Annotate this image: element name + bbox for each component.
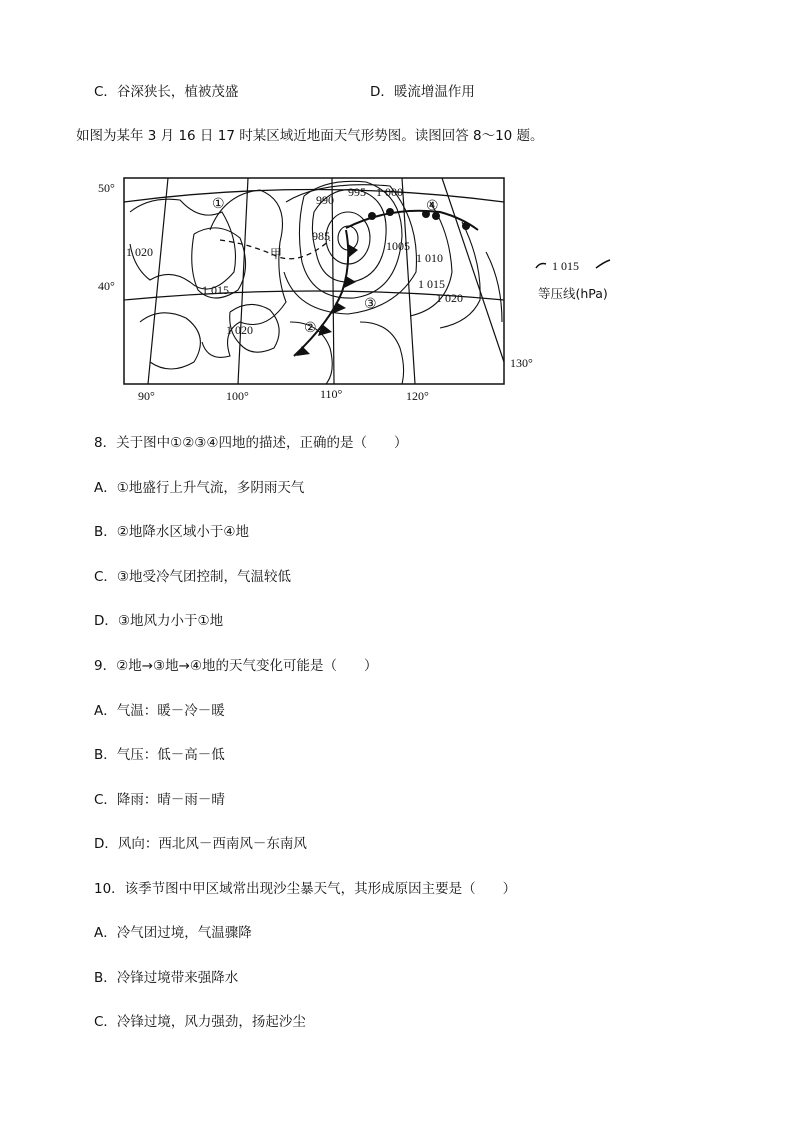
cold-front-mark-1 [348, 244, 358, 258]
place-label-jia: 甲 [270, 247, 283, 261]
weather-map [90, 172, 550, 404]
isobar-label-1005: 1005 [386, 239, 410, 253]
lon-line-120 [402, 178, 415, 384]
weather-map-svg [90, 172, 550, 404]
question-10-option-b: B．冷锋过境带来强降水 [94, 970, 239, 986]
warm-front-mark-1 [368, 212, 376, 220]
isobar-label-1020-e: 1 020 [436, 291, 463, 305]
lon-line-130 [442, 178, 504, 362]
warm-front-mark-2 [386, 208, 394, 216]
lon-label-120: 120° [406, 389, 429, 403]
question-8-option-a: A．①地盛行上升气流，多阴雨天气 [94, 480, 305, 496]
intro-text: 如图为某年 3 月 16 日 17 时某区域近地面天气形势图。读图回答 8～10 题。 [76, 128, 544, 144]
lon-label-130: 130° [510, 356, 533, 370]
question-8-option-b: B．②地降水区域小于④地 [94, 524, 249, 540]
place-label-4: ④ [426, 199, 439, 214]
isobar-label-1020-w: 1 020 [126, 245, 153, 259]
cold-front-line [294, 230, 348, 356]
isobar-label-1015-e: 1 015 [418, 277, 445, 291]
cold-front-mark-2 [344, 276, 356, 288]
place-label-1: ① [212, 197, 225, 212]
lon-line-110 [332, 178, 334, 384]
option-c-prev: C．谷深狭长，植被茂盛 [94, 84, 239, 100]
isobar-label-1015-w: 1 015 [202, 283, 229, 297]
cold-front-mark-4 [318, 324, 332, 336]
lat-label-50: 50° [98, 181, 115, 195]
option-d-prev: D．暖流增温作用 [370, 84, 475, 100]
question-9-stem: 9．②地→③地→④地的天气变化可能是（ ） [94, 658, 378, 674]
isobar-label-1000: 1 000 [376, 185, 403, 199]
map-frame [124, 178, 504, 384]
lon-label-90: 90° [138, 389, 155, 403]
question-10-stem: 10．该季节图中甲区域常出现沙尘暴天气，其形成原因主要是（ ） [94, 881, 517, 897]
lat-label-40: 40° [98, 279, 115, 293]
question-8-option-d: D．③地风力小于①地 [94, 613, 224, 629]
question-8-option-c: C．③地受冷气团控制，气温较低 [94, 569, 292, 585]
lon-label-110: 110° [320, 387, 343, 401]
lon-label-100: 100° [226, 389, 249, 403]
isobar-label-990: 990 [316, 193, 334, 207]
isobar-label-1010: 1 010 [416, 251, 443, 265]
isobar-label-985: 985 [312, 229, 330, 243]
cold-front-mark-3 [332, 302, 346, 314]
legend-value: 1 015 [552, 259, 579, 273]
question-10-option-c: C．冷锋过境，风力强劲，扬起沙尘 [94, 1014, 306, 1030]
place-label-3: ③ [364, 297, 377, 312]
isobar-label-995: 995 [348, 185, 366, 199]
question-9-option-d: D．风向：西北风－西南风－东南风 [94, 836, 307, 852]
lon-line-90 [148, 178, 168, 384]
question-9-option-a: A．气温：暖－冷－暖 [94, 703, 225, 719]
question-9-option-c: C．降雨：晴－雨－晴 [94, 792, 225, 808]
place-label-2: ② [304, 321, 317, 336]
isobar-sw [140, 313, 200, 369]
question-10-option-a: A．冷气团过境，气温骤降 [94, 925, 252, 941]
legend-label: 等压线(hPa) [538, 286, 608, 301]
isobar-s2 [360, 322, 404, 384]
question-9-option-b: B．气压：低－高－低 [94, 747, 225, 763]
isobar-label-1020-s: 1 020 [226, 323, 253, 337]
warm-front-mark-5 [462, 222, 470, 230]
question-8-stem: 8．关于图中①②③④四地的描述，正确的是（ ） [94, 435, 408, 451]
isobar-1020-east [486, 252, 502, 322]
